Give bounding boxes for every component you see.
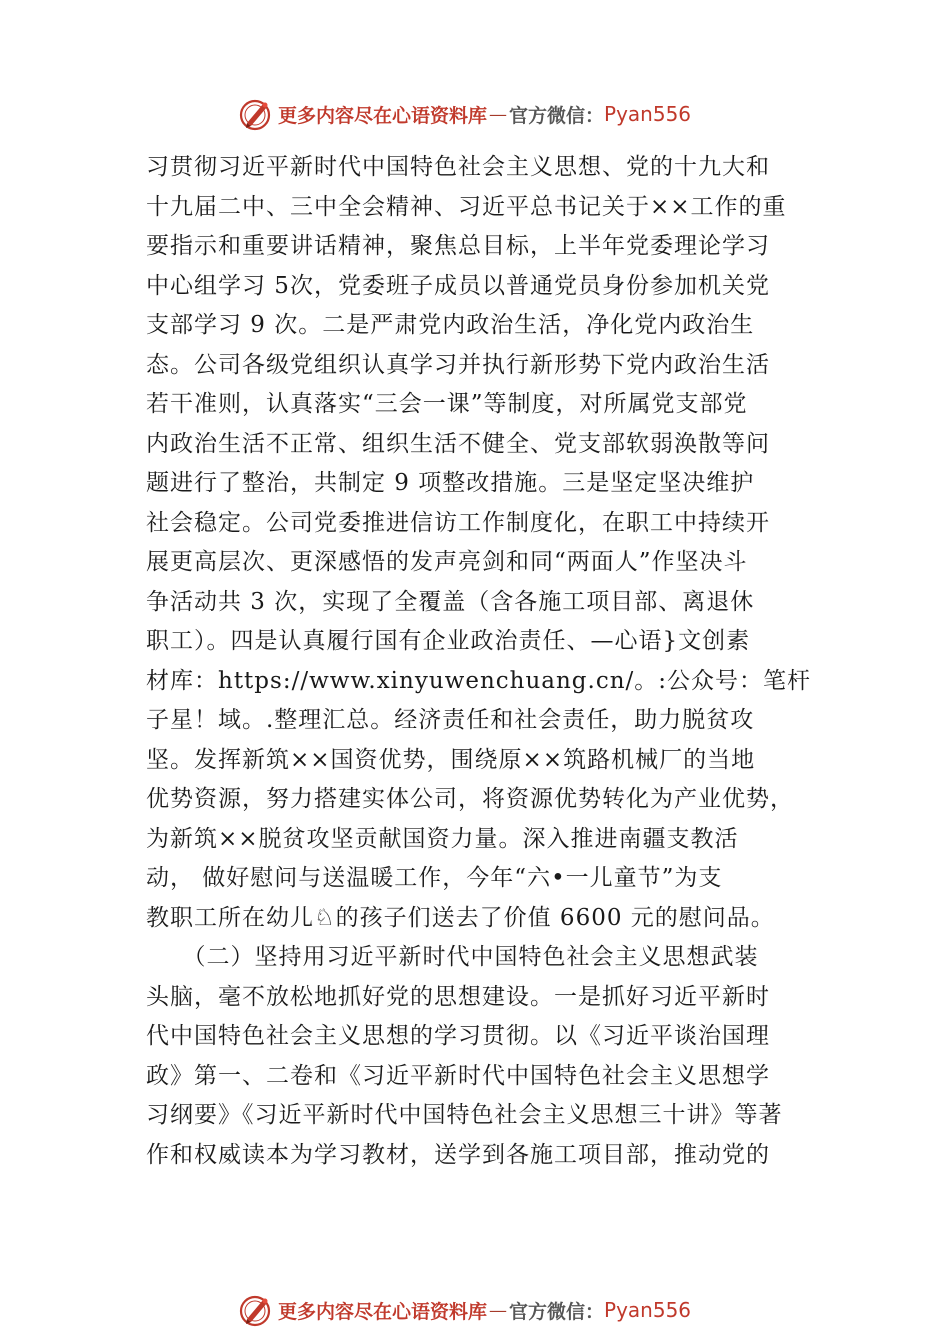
body-line: 态。公司各级党组织认真学习并执行新形势下党内政治生活 [146, 351, 770, 378]
body-line: 头脑，毫不放松地抓好党的思想建设。一是抓好习近平新时 [146, 983, 770, 1010]
body-line: 习纲要》《习近平新时代中国特色社会主义思想三十讲》等著 [146, 1102, 783, 1128]
body-line: （二）坚持用习近平新时代中国特色社会主义思想武装 [146, 944, 759, 970]
body-line: 为新筑××脱贫攻坚贡献国资力量。深入推进南疆支教活 [146, 825, 739, 852]
banner-official-label: 官方微信： [509, 1300, 605, 1323]
banner-separator: — [489, 1299, 508, 1321]
banner-official-label: 官方微信： [509, 104, 605, 127]
body-line: 优势资源，努力搭建实体公司，将资源优势转化为产业优势， [146, 786, 794, 812]
body-line: 职工）。四是认真履行国有企业政治责任、—心语}文创素 [146, 628, 751, 654]
body-line: 习贯彻习近平新时代中国特色社会主义思想、党的十九大和 [146, 154, 770, 180]
body-line: 作和权威读本为学习教材，送学到各施工项目部，推动党的 [146, 1141, 770, 1168]
body-line: 子星！域。.整理汇总。经济责任和社会责任，助力脱贫攻 [146, 707, 755, 733]
body-line: 动， 做好慰问与送温暖工作，今年“六•一儿童节”为支 [146, 865, 723, 891]
header-banner [238, 94, 758, 134]
footer-banner [238, 1290, 758, 1330]
body-line: 展更高层次、更深感悟的发声亮剑和同“两面人”作坚决斗 [146, 549, 748, 575]
banner-separator: — [489, 103, 508, 125]
body-line: 坚。发挥新筑××国资优势，围绕原××筑路机械厂的当地 [146, 746, 756, 773]
body-line: 若干准则，认真落实“三会一课”等制度，对所属党支部党 [146, 391, 748, 417]
body-line: 内政治生活不正常、组织生活不健全、党支部软弱涣散等问 [146, 430, 770, 457]
body-line: 政》第一、二卷和《习近平新时代中国特色社会主义思想学 [146, 1062, 770, 1089]
body-line: 题进行了整治，共制定 9 项整改措施。三是坚定坚决维护 [146, 470, 755, 496]
body-line: 中心组学习 5次，党委班子成员以普通党员身份参加机关党 [146, 272, 770, 299]
body-line: 十九届二中、三中全会精神、习近平总书记关于××工作的重 [146, 193, 787, 220]
body-line: 材库：https://www.xinyuwenchuang.cn/。:公众号：笔杆 [146, 667, 812, 694]
banner-brand: 更多内容尽在心语资料库 [278, 1300, 488, 1323]
body-line: 要指示和重要讲话精神，聚焦总目标，上半年党委理论学习 [146, 233, 770, 259]
banner-brand: 更多内容尽在心语资料库 [278, 104, 488, 127]
body-line: 争活动共 3 次，实现了全覆盖（含各施工项目部、离退休 [146, 588, 755, 615]
banner-wechat-id: Pyan556 [604, 1298, 692, 1322]
body-line: 支部学习 9 次。二是严肃党内政治生活，净化党内政治生 [146, 312, 755, 338]
document-body [146, 148, 836, 1175]
body-line: 代中国特色社会主义思想的学习贯彻。以《习近平谈治国理 [146, 1023, 770, 1049]
pen-seal-logo-icon [238, 96, 274, 132]
banner-wechat-id: Pyan556 [604, 102, 692, 126]
body-line: 社会稳定。公司党委推进信访工作制度化，在职工中持续开 [146, 509, 770, 536]
pen-seal-logo-icon [238, 1292, 274, 1328]
body-line: 教职工所在幼儿♘的孩子们送去了价值 6600 元的慰问品。 [146, 904, 775, 931]
